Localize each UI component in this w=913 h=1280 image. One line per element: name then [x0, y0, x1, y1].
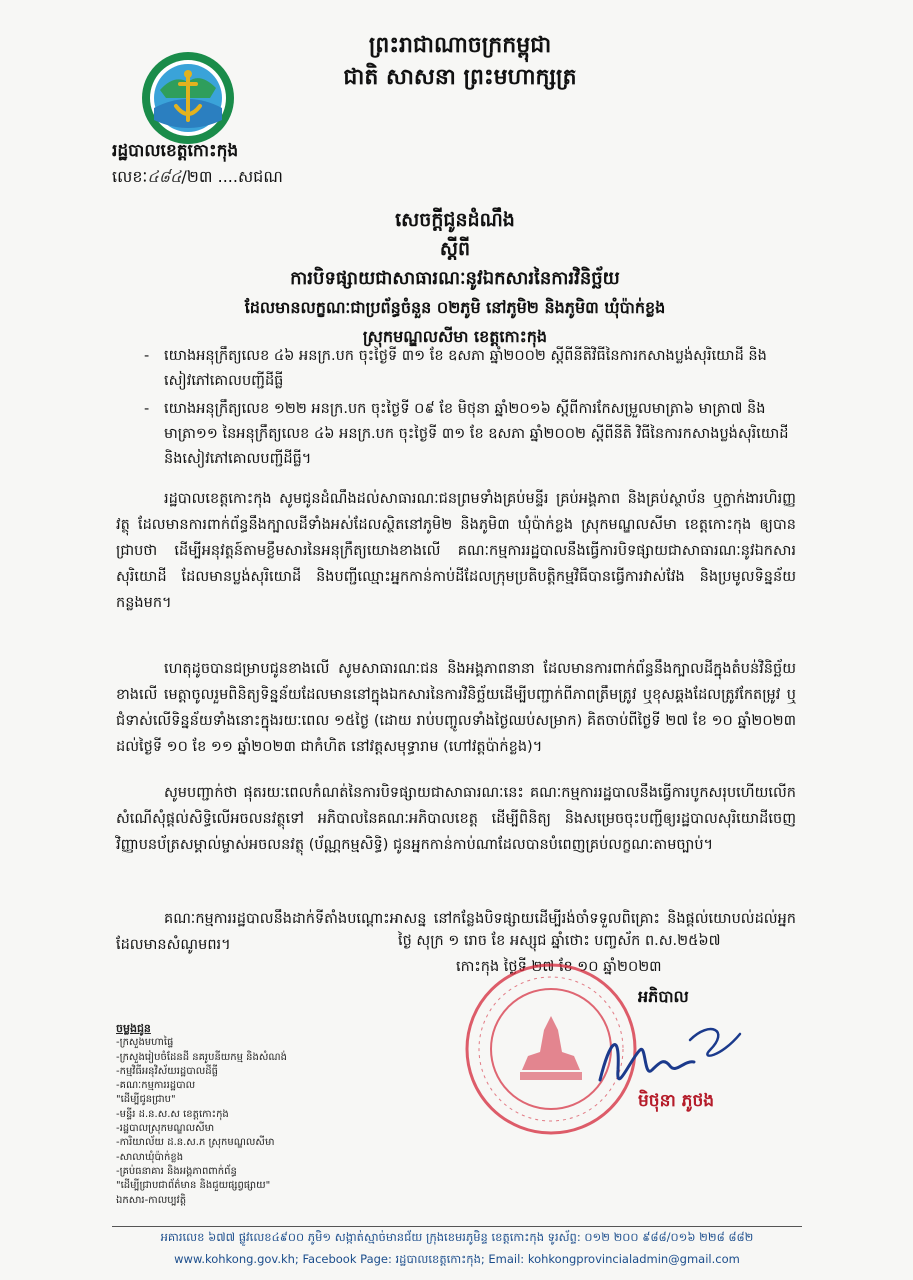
title-subject-3: ស្រុកមណ្ឌលសីមា ខេត្តកោះកុង	[362, 327, 548, 346]
cc-item: "ដើម្បីជ្រាបជាព័ត៌មាន និងជួយផ្សព្វផ្សាយ"	[116, 1180, 271, 1192]
cc-heading: ចម្លងជូន	[116, 1022, 151, 1035]
cc-item: ឯកសារ-កាលប្បវត្តិ	[116, 1194, 187, 1206]
cc-item: -មន្ទីរ ដ.ន.ស.ស ខេត្តកោះកុង	[116, 1108, 229, 1120]
body-paragraph-notice: រដ្ឋបាលខេត្តកោះកុង សូមជូនដំណឹងដល់សាធារណៈជនព្រមទាំងគ្រប់មន្ទីរ គ្រប់អង្គភាព និងគ្រប់ស្ថាប័ន ឬក្លាក់ងារហិរញ្ញវត្ថុ ដែលមានការពាក់ព័ន្ធនឹងក្បាលដីទាំងអស់ដែលស្ថិតនៅភូមិ២ និងភូមិ៣ ឃុំប៉ាក់ខ្លង ស្រុកមណ្ឌលសីមា ខេត្តកោះកុង ឲ្យបានជ្រាបថា ដើម្បីអនុវត្តន៍តាមខ្លឹមសារនៃអនុក្រឹត្យយោងខាងលើ គណៈកម្មការរដ្ឋបាលនឹងធ្វើការបិទផ្សាយជាសាធារណៈនូវឯកសារសុរិយោដី ដែលមានប្លង់សុរិយោដី និងបញ្ជីឈ្មោះអ្នកកាន់កាប់ដីដែលក្រុមប្រតិបត្តិកម្មវិធីបានធ្វើការវាស់វែង និងប្រមូលទិន្នន័យកន្លងមក។	[116, 491, 796, 611]
cc-item: -សាលាឃុំប៉ាក់ខ្លង	[116, 1151, 184, 1163]
legal-references	[140, 344, 790, 475]
kingdom-header	[330, 30, 590, 94]
reference-item: - យោងអនុក្រឹត្យលេខ ១២២ អនក្រ.បក ចុះថ្ងៃទី ០៩ ខែ មិថុនា ឆ្នាំ២០១៦ ស្តីពីការកែសម្រួលមាត្រា៦ មាត្រា៧ និងមាត្រា១១ នៃអនុក្រឹត្យលេខ ៤៦ អនក្រ.បក ចុះថ្ងៃទី ៣១ ខែ ឧសភា ឆ្នាំ២០០២ ស្តីពីនីតិ វិធីនៃការកសាងប្លង់សុរិយោដី និងសៀវភៅគោលបញ្ជីដីធ្លី។	[140, 397, 790, 472]
number-label: លេខៈ	[112, 167, 148, 186]
announcement-title	[130, 206, 780, 351]
footer-contacts: www.kohkong.gov.kh; Facebook Page: រដ្ឋបាលខេត្តកោះកុង; Email: kohkongprovincialadmin@gmail.com	[174, 1252, 740, 1266]
governor-title: អភិបាល	[638, 987, 689, 1006]
cc-item: -រដ្ឋបាលស្រុកមណ្ឌលសីមា	[116, 1123, 215, 1135]
title-notice: សេចក្តីជូនដំណឹង	[395, 209, 515, 231]
body-paragraph-review-period: ហេតុដូចបានជម្រាបជូនខាងលើ សូមសាធារណៈជន និងអង្គភាពនានា ដែលមានការពាក់ព័ន្ធនឹងក្បាលដីក្នុងតំបន់វិនិច្ឆ័យខាងលើ មេត្តាចូលរួមពិនិត្យទិន្នន័យដែលមាននៅក្នុងឯកសារនៃការវិនិច្ឆ័យដើម្បីបញ្ជាក់ពីភាពត្រឹមត្រូវ ឬខុសឆ្គងដែលត្រូវកែតម្រូវ ឬជំទាស់លើទិន្នន័យទាំងនោះក្នុងរយៈពេល ១៥ថ្ងៃ (ដោយ រាប់បញ្ចូលទាំងថ្ងៃឈប់សម្រាក) គិតចាប់ពីថ្ងៃទី ២៧ ខែ ១០ ឆ្នាំ២០២៣ ដល់ថ្ងៃទី ១០ ខែ ១១ ឆ្នាំ២០២៣ ជាកំហិត នៅវត្តសមុទ្ធារាម (ហៅវត្តប៉ាក់ខ្លង)។	[116, 661, 796, 755]
document-number	[112, 166, 283, 190]
number-value: ៤៨៤	[147, 167, 182, 186]
copies-to-list	[116, 1022, 376, 1208]
cc-item: -ការិយាល័យ ដ.ន.ស.ភ ស្រុកមណ្ឌលសីមា	[116, 1137, 275, 1149]
kingdom-line: ព្រះរាជាណាចក្រកម្ពុជា	[368, 33, 552, 58]
cc-item: -ក្រសួងមហាផ្ទៃ	[116, 1037, 174, 1049]
cc-item: -គ្រប់ធនាគារ និងអង្គភាពពាក់ព័ន្ធ	[116, 1165, 237, 1177]
cc-item: -ក្រសួងរៀបចំដែនដី នគរូបនីយកម្ម និងសំណង់	[116, 1051, 287, 1063]
title-subject-2: ដែលមានលក្ខណៈជាប្រព័ន្ធចំនួន ០២ភូមិ នៅភូមិ២ និងភូមិ៣ ឃុំប៉ាក់ខ្លង	[244, 298, 666, 317]
cc-item: -គណៈកម្មការរដ្ឋបាល	[116, 1080, 196, 1092]
body-paragraph-procedure: សូមបញ្ជាក់ថា ផុតរយៈពេលកំណត់នៃការបិទផ្សាយជាសាធារណៈនេះ គណៈកម្មការរដ្ឋបាលនឹងធ្វើការបូកសរុបហើយលើកសំណើសុំផ្តល់សិទ្ធិលើអចលនវត្ថុទៅ អភិបាលនៃគណៈអភិបាលខេត្ត ដើម្បីពិនិត្យ និងសម្រេចចុះបញ្ជីឲ្យរដ្ឋបាលសុរិយោដីចេញវិញ្ញាបនប័ត្រសម្គាល់ម្ចាស់អចលនវត្ថុ (ប័ណ្ណកម្មសិទ្ធិ) ជូនអ្នកកាន់កាប់ណាដែលបានបំពេញគ្រប់លក្ខណៈតាមច្បាប់។	[116, 785, 796, 853]
title-on: ស្តីពី	[439, 238, 471, 260]
nation-religion-king-line: ជាតិ សាសនា ព្រះមហាក្សត្រ	[343, 65, 577, 90]
signer-name: មិថុនា ភូថង	[638, 1091, 715, 1111]
footer-address: អគារលេខ ៦៧៧ ផ្លូវលេខ៤៩០០ ភូមិ១ សង្កាត់ស្មាច់មានជ័យ ក្រុងខេមរភូមិន្ទ ខេត្តកោះកុង ទូរស័ព្ទ: ០១២ ២០០ ៩៨៨/០១៦ ២២៨ ៨៨២	[160, 1230, 754, 1244]
number-suffix: /២៣ ....សជណ	[181, 167, 283, 186]
title-subject-1: ការបិទផ្សាយជាសាធារណៈនូវឯកសារនៃការវិនិច្ឆ័យ	[290, 268, 620, 289]
reference-item: - យោងអនុក្រឹត្យលេខ ៤៦ អនក្រ.បក ចុះថ្ងៃទី ៣១ ខែ ឧសភា ឆ្នាំ២០០២ ស្តីពីនីតិវិធីនៃការកសាងប្លង់សុរិយោដី និងសៀវភៅគោលបញ្ជីដីធ្លី	[140, 344, 790, 394]
footer-divider	[112, 1226, 802, 1227]
solar-date: កោះកុង ថ្ងៃទី ២៧ ខែ ១០ ឆ្នាំ២០២៣	[456, 959, 662, 975]
body-paragraph-consultation: គណៈកម្មការរដ្ឋបាលនឹងដាក់ទីតាំងបណ្តោះអាសន្ន នៅកន្លែងបិទផ្សាយដើម្បីរង់ចាំទទួលពិគ្រោះ និងផ្តល់យោបល់ដល់អ្នកដែលមានសំណូមពរ។	[116, 911, 796, 953]
lunar-date: ថ្ងៃ សុក្រ ១ រោច ខែ អស្សុជ ឆ្នាំថោះ បញ្ចស័ក ព.ស.២៥៦៧	[398, 933, 721, 949]
cc-item: "ដើម្បីជូនជ្រាប"	[116, 1094, 176, 1106]
cc-item: -កម្មវិធីអនុវិស័យរដ្ឋបាលដីធ្លី	[116, 1065, 218, 1077]
issuing-administration: រដ្ឋបាលខេត្តកោះកុង	[112, 141, 239, 161]
provincial-seal-icon	[140, 50, 236, 146]
